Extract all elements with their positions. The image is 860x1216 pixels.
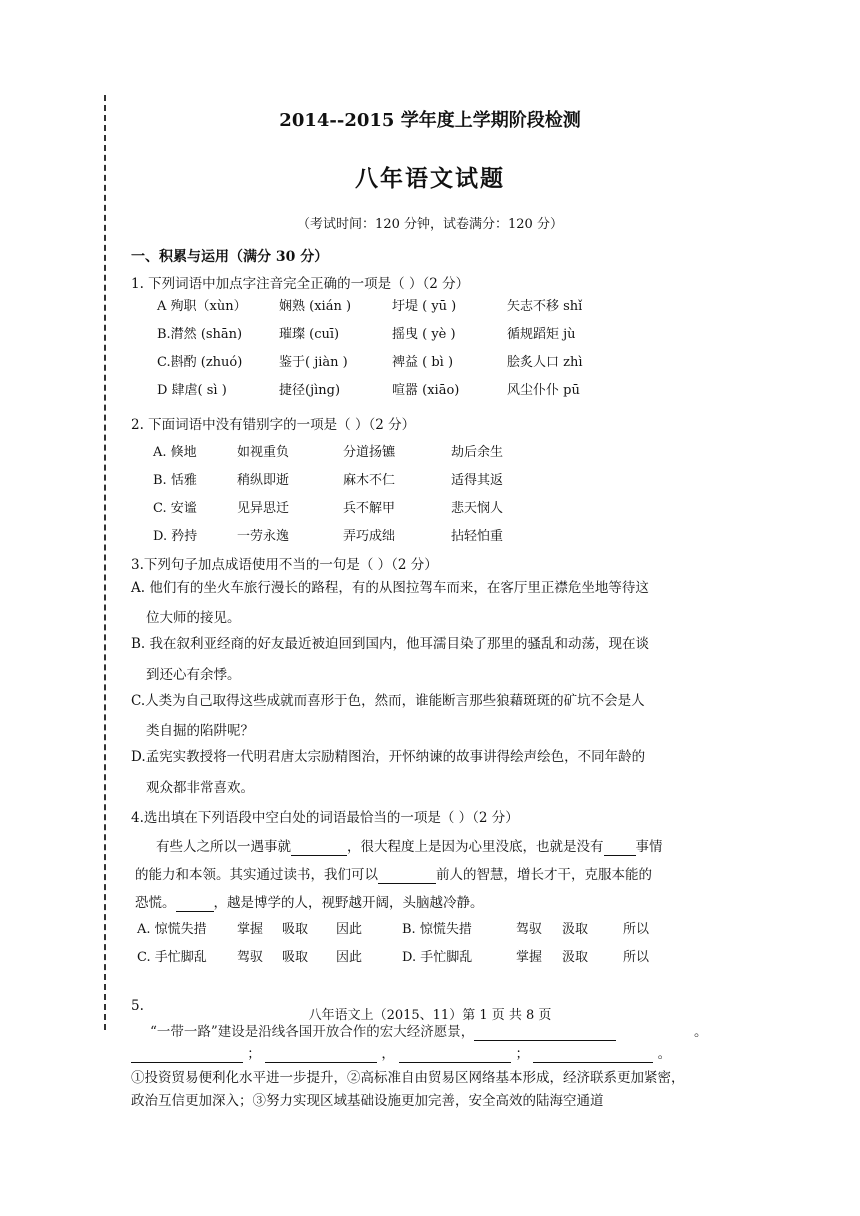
q4-cell: C. 手忙脚乱 <box>137 950 207 965</box>
q3-option-a-cont: 位大师的接见。 <box>146 610 241 626</box>
q3-option-a: A. 他们有的坐火车旅行漫长的路程，有的从图拉驾车而来，在客厅里正襟危坐地等待这 <box>131 580 649 596</box>
q4-paragraph-line2 <box>135 863 652 884</box>
q3-option-b: B. 我在叙利亚经商的好友最近被迫回到国内，他耳濡目染了那里的骚乱和动荡，现在谈 <box>131 636 650 652</box>
q5-semicolon: ； <box>247 1046 261 1062</box>
q5-semicolon: ； <box>515 1046 529 1062</box>
blank-line <box>378 867 436 884</box>
exam-info: （考试时间：120 分钟，试卷满分：120 分） <box>297 217 563 232</box>
q5-text-line2: 政治互信更加深入；③努力实现区域基础设施更加完善，安全高效的陆海空通道 <box>131 1093 604 1109</box>
q2-cell: 稍纵即逝 <box>237 473 290 488</box>
q2-cell: A. 倏地 <box>153 445 197 460</box>
q4-cell: 驾驭 <box>237 950 264 965</box>
q1-cell: 喧嚣 (xiāo) <box>392 383 460 398</box>
blank-line <box>604 839 636 856</box>
q2-cell: 劫后余生 <box>451 445 504 460</box>
blank-line <box>474 1024 616 1041</box>
q2-cell: 麻木不仁 <box>343 473 396 488</box>
q1-cell: 鉴于( jiàn ) <box>279 355 348 370</box>
blank-line <box>176 895 214 912</box>
q5-period: 。 <box>694 1024 708 1040</box>
blank-line <box>533 1046 653 1063</box>
q4-text: 有些人之所以一遇事就 <box>156 839 291 855</box>
q2-cell: 见异思迁 <box>237 501 290 516</box>
q1-cell: 裨益 ( bì ) <box>392 355 454 370</box>
q4-cell: 驾驭 <box>516 922 543 937</box>
q2-cell: B. 恬雅 <box>153 473 197 488</box>
q4-cell: 吸取 <box>282 950 309 965</box>
q4-stem: 4.选出填在下列语段中空白处的词语最恰当的一项是（ ）（2 分） <box>131 810 519 826</box>
q2-cell: 如视重负 <box>237 445 290 460</box>
binding-dashed-line <box>104 95 106 1030</box>
q2-cell: 悲天悯人 <box>451 501 504 516</box>
q3-option-c-cont: 类自掘的陷阱呢？ <box>146 723 254 739</box>
q2-cell: C. 安谧 <box>153 501 197 516</box>
q4-text: 恐慌。 <box>135 895 176 911</box>
blank-line <box>399 1046 511 1063</box>
q4-text: ，很大程度上是因为心里没底，也就是没有 <box>347 839 604 855</box>
q2-cell: 适得其返 <box>451 473 504 488</box>
q4-cell: 掌握 <box>516 950 543 965</box>
q2-cell: 兵不解甲 <box>343 501 396 516</box>
q4-paragraph-line3 <box>135 891 484 912</box>
q4-text: 的能力和本领。其实通过读书，我们可以 <box>135 867 378 883</box>
section-heading: 一、积累与运用（满分 30 分） <box>131 249 329 265</box>
q4-cell: 因此 <box>336 922 363 937</box>
q1-cell: 摇曳 ( yè ) <box>392 327 456 342</box>
q4-text: 事情 <box>635 839 663 855</box>
q4-cell: A. 惊慌失措 <box>137 922 207 937</box>
q4-cell: 掌握 <box>237 922 264 937</box>
q2-stem: 2. 下面词语中没有错别字的一项是（ ）（2 分） <box>131 417 416 433</box>
q2-cell: D. 矜持 <box>153 529 198 544</box>
q4-cell: 所以 <box>623 950 650 965</box>
q1-cell: 捷径(jìng) <box>279 383 341 398</box>
exam-title: 2014--2015 学年度上学期阶段检测 <box>279 110 581 131</box>
q2-cell: 拈轻怕重 <box>451 529 504 544</box>
q4-text: ，越是博学的人，视野越开阔，头脑越冷静。 <box>213 895 484 911</box>
q5-number: 5. <box>131 998 144 1014</box>
q1-cell: 脍炙人口 zhì <box>507 355 583 370</box>
q1-stem: 1. 下列词语中加点字注音完全正确的一项是（ ）（2 分） <box>131 276 470 292</box>
q5-text: “一带一路”建设是沿线各国开放合作的宏大经济愿景， <box>150 1024 475 1040</box>
q4-cell: 因此 <box>336 950 363 965</box>
q4-text: 前人的智慧，增长才干，克服本能的 <box>436 867 652 883</box>
q4-cell: 吸取 <box>282 922 309 937</box>
q4-cell: 汲取 <box>562 922 589 937</box>
q2-cell: 分道扬镳 <box>343 445 396 460</box>
q3-option-d: D.孟宪实教授将一代明君唐太宗励精图治，开怀纳谏的故事讲得绘声绘色，不同年龄的 <box>131 749 646 765</box>
q5-partial-line <box>150 1020 616 1040</box>
q5-blank-line <box>131 1042 671 1063</box>
q1-cell: A 殉职（xùn） <box>157 299 247 314</box>
blank-line <box>291 839 347 856</box>
q1-cell: D 肆虐( sì ) <box>157 383 227 398</box>
q4-cell: 所以 <box>623 922 650 937</box>
q1-cell: 风尘仆仆 pū <box>507 383 580 398</box>
q3-option-d-cont: 观众都非常喜欢。 <box>146 780 254 796</box>
q1-cell: C.斟酌 (zhuó) <box>157 355 243 370</box>
q1-cell: 圩堤 ( yū ) <box>392 299 457 314</box>
q5-text-line1: ①投资贸易便利化水平进一步提升，②高标准自由贸易区网络基本形成，经济联系更加紧密， <box>131 1070 685 1086</box>
q4-cell: D. 手忙脚乱 <box>402 950 473 965</box>
blank-line <box>131 1046 243 1063</box>
q1-cell: 娴熟 (xián ) <box>279 299 352 314</box>
q2-cell: 一劳永逸 <box>237 529 290 544</box>
q2-cell: 弄巧成绌 <box>343 529 396 544</box>
q3-option-c: C.人类为自己取得这些成就而喜形于色，然而，谁能断言那些狼藉斑斑的矿坑不会是人 <box>131 693 645 709</box>
subject-title: 八年语文试题 <box>355 165 505 192</box>
q1-cell: 璀璨 (cuī) <box>279 327 340 342</box>
q3-option-b-cont: 到还心有余悸。 <box>146 667 241 683</box>
q5-end-period: 。 <box>657 1046 672 1062</box>
q1-cell: B.潸然 (shān) <box>157 327 243 342</box>
q4-paragraph-line1 <box>156 835 663 856</box>
page-footer: 八年语文上（2015、11）第 1 页 共 8 页 <box>308 1008 552 1023</box>
q4-cell: B. 惊慌失措 <box>402 922 472 937</box>
q1-cell: 循规蹈矩 jù <box>507 327 576 342</box>
q4-cell: 汲取 <box>562 950 589 965</box>
q1-cell: 矢志不移 shǐ <box>507 299 583 314</box>
blank-line <box>265 1046 377 1063</box>
q3-stem: 3.下列句子加点成语使用不当的一句是（ ）（2 分） <box>131 557 438 573</box>
q5-comma: ， <box>381 1046 395 1062</box>
